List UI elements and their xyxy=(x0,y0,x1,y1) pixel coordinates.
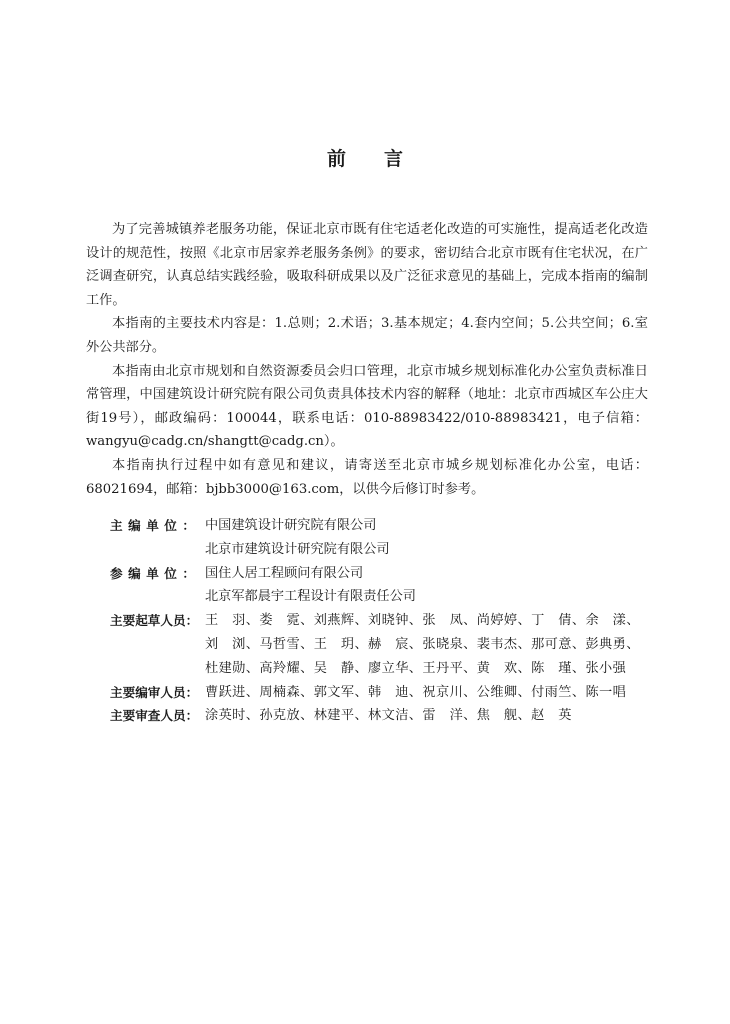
credits-section xyxy=(110,514,650,728)
unit-name: 国住人居工程顾问有限公司 xyxy=(205,565,364,581)
preface-body xyxy=(86,218,648,501)
paragraph-purpose: 为了完善城镇养老服务功能，保证北京市既有住宅适老化改造的可实施性，提高适老化改造设计的规范性，按照《北京市居家养老服务条例》的要求，密切结合北京市既有住宅状况，在广泛调查研究，认真总结实践经验，吸取科研成果以及广泛征求意见的基础上，完成本指南的编制工作。 xyxy=(86,222,648,308)
credit-label: 主要审查人员： xyxy=(110,708,199,724)
credit-label: 参编单位： xyxy=(110,565,201,581)
paragraph-management: 本指南由北京市规划和自然资源委员会归口管理，北京市城乡规划标准化办公室负责标准日常管理，中国建筑设计研究院有限公司负责具体技术内容的解释（地址：北京市西城区车公庄大街19号），邮政编码：100044，联系电话：010-88983422/010-88983421，电子信箱：wangyu@cadg.cn/shangtt@cadg.cn）。 xyxy=(86,363,648,450)
chief-editor-units xyxy=(110,514,650,562)
participating-units xyxy=(110,562,650,610)
unit-name: 中国建筑设计研究院有限公司 xyxy=(205,518,377,533)
main-reviewers xyxy=(110,704,650,728)
people-list: 王 羽、娄 霓、刘燕辉、刘晓钟、张 凤、尚婷婷、丁 倩、余 漾、刘 浏、马哲雪、王 玥、赫 宸、张晓泉、裴韦杰、那可意、彭典勇、杜建勋、高羚耀、吴 静、廖立华、王丹平、黄 欢、陈 瑾、张小强 xyxy=(205,613,640,676)
unit-name: 北京军都晨宇工程设计有限责任公司 xyxy=(205,589,416,605)
paragraph-feedback: 本指南执行过程中如有意见和建议，请寄送至北京市城乡规划标准化办公室，电话：68021694，邮箱：bjbb3000@163.com，以供今后修订时参考。 xyxy=(86,457,648,497)
unit-name: 北京市建筑设计研究院有限公司 xyxy=(205,541,390,557)
main-drafters xyxy=(110,609,650,680)
credit-label: 主编单位： xyxy=(110,518,201,533)
credit-label: 主要编审人员： xyxy=(110,684,199,700)
page-title: 前言 xyxy=(326,148,441,170)
credit-label: 主要起草人员： xyxy=(110,613,199,629)
people-list: 涂英时、孙克放、林建平、林文洁、雷 洋、焦 舰、赵 英 xyxy=(205,708,572,724)
main-editors xyxy=(110,681,650,705)
people-list: 曹跃进、周楠森、郭文军、韩 迪、祝京川、公维卿、付雨竺、陈一唱 xyxy=(205,684,627,700)
paragraph-contents: 本指南的主要技术内容是：1.总则；2.术语；3.基本规定；4.套内空间；5.公共空间；6.室外公共部分。 xyxy=(86,316,648,355)
